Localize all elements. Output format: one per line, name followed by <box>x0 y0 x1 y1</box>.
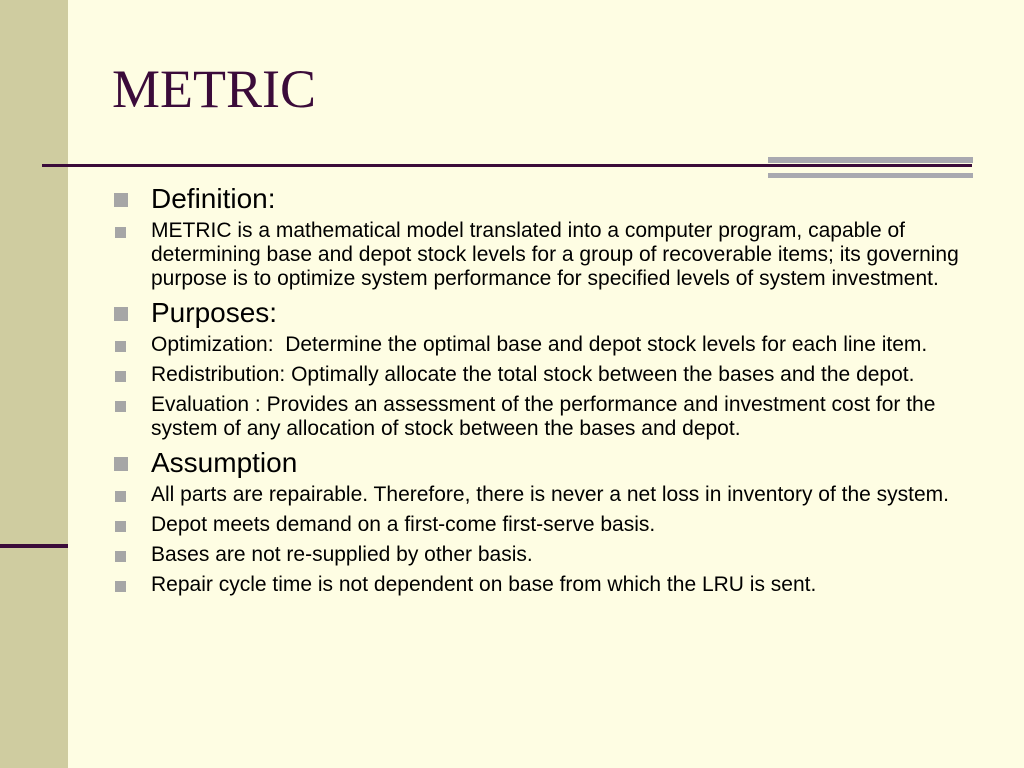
square-bullet-icon <box>114 307 128 321</box>
bullet-text: Purposes: <box>151 297 278 328</box>
slide-title: METRIC <box>112 59 317 119</box>
left-side-bar <box>0 0 68 768</box>
bullet-text: Redistribution: Optimally allocate the total stock between the bases and the depot. <box>151 363 915 386</box>
bullet-text: Assumption <box>151 447 298 478</box>
heading-bullet-definition <box>114 183 972 215</box>
bullet-repair-cycle <box>114 573 972 597</box>
bullet-optimization <box>114 333 972 357</box>
bullet-text: Optimization: Determine the optimal base and depot stock levels for each line item. <box>151 333 928 356</box>
square-bullet-icon <box>115 551 126 562</box>
bullet-evaluation <box>114 393 972 441</box>
bullet-redistribution <box>114 363 972 387</box>
heading-bullet-assumption <box>114 447 972 479</box>
square-bullet-icon <box>114 457 128 471</box>
bullet-all-parts-repairable <box>114 483 972 507</box>
square-bullet-icon <box>115 491 126 502</box>
bullet-text: Repair cycle time is not dependent on base from which the LRU is sent. <box>151 573 817 596</box>
square-bullet-icon <box>115 371 126 382</box>
bullet-text: Bases are not re-supplied by other basis. <box>151 543 533 566</box>
decorative-bar-bottom <box>768 173 973 178</box>
bullet-text: METRIC is a mathematical model translated into a computer program, capable of determining base and depot stock levels for a group of recoverable items; its governing purpose is to optimize system performance for specified levels of system investment. <box>151 219 959 290</box>
bullet-list <box>114 183 972 603</box>
square-bullet-icon <box>115 581 126 592</box>
square-bullet-icon <box>115 401 126 412</box>
bullet-bases-resupply <box>114 543 972 567</box>
square-bullet-icon <box>114 193 128 207</box>
decorative-bar-top <box>768 157 973 163</box>
left-accent-line <box>0 544 68 548</box>
square-bullet-icon <box>115 341 126 352</box>
bullet-definition-text <box>114 219 972 291</box>
square-bullet-icon <box>115 521 126 532</box>
heading-bullet-purposes <box>114 297 972 329</box>
title-divider-line <box>42 164 972 167</box>
bullet-text: Definition: <box>151 183 276 214</box>
square-bullet-icon <box>115 227 126 238</box>
bullet-text: Depot meets demand on a first-come first-serve basis. <box>151 513 656 536</box>
bullet-depot-demand <box>114 513 972 537</box>
bullet-text: All parts are repairable. Therefore, there is never a net loss in inventory of the system. <box>151 483 949 506</box>
bullet-text: Evaluation : Provides an assessment of the performance and investment cost for the system of any allocation of stock between the bases and depot. <box>151 393 936 440</box>
